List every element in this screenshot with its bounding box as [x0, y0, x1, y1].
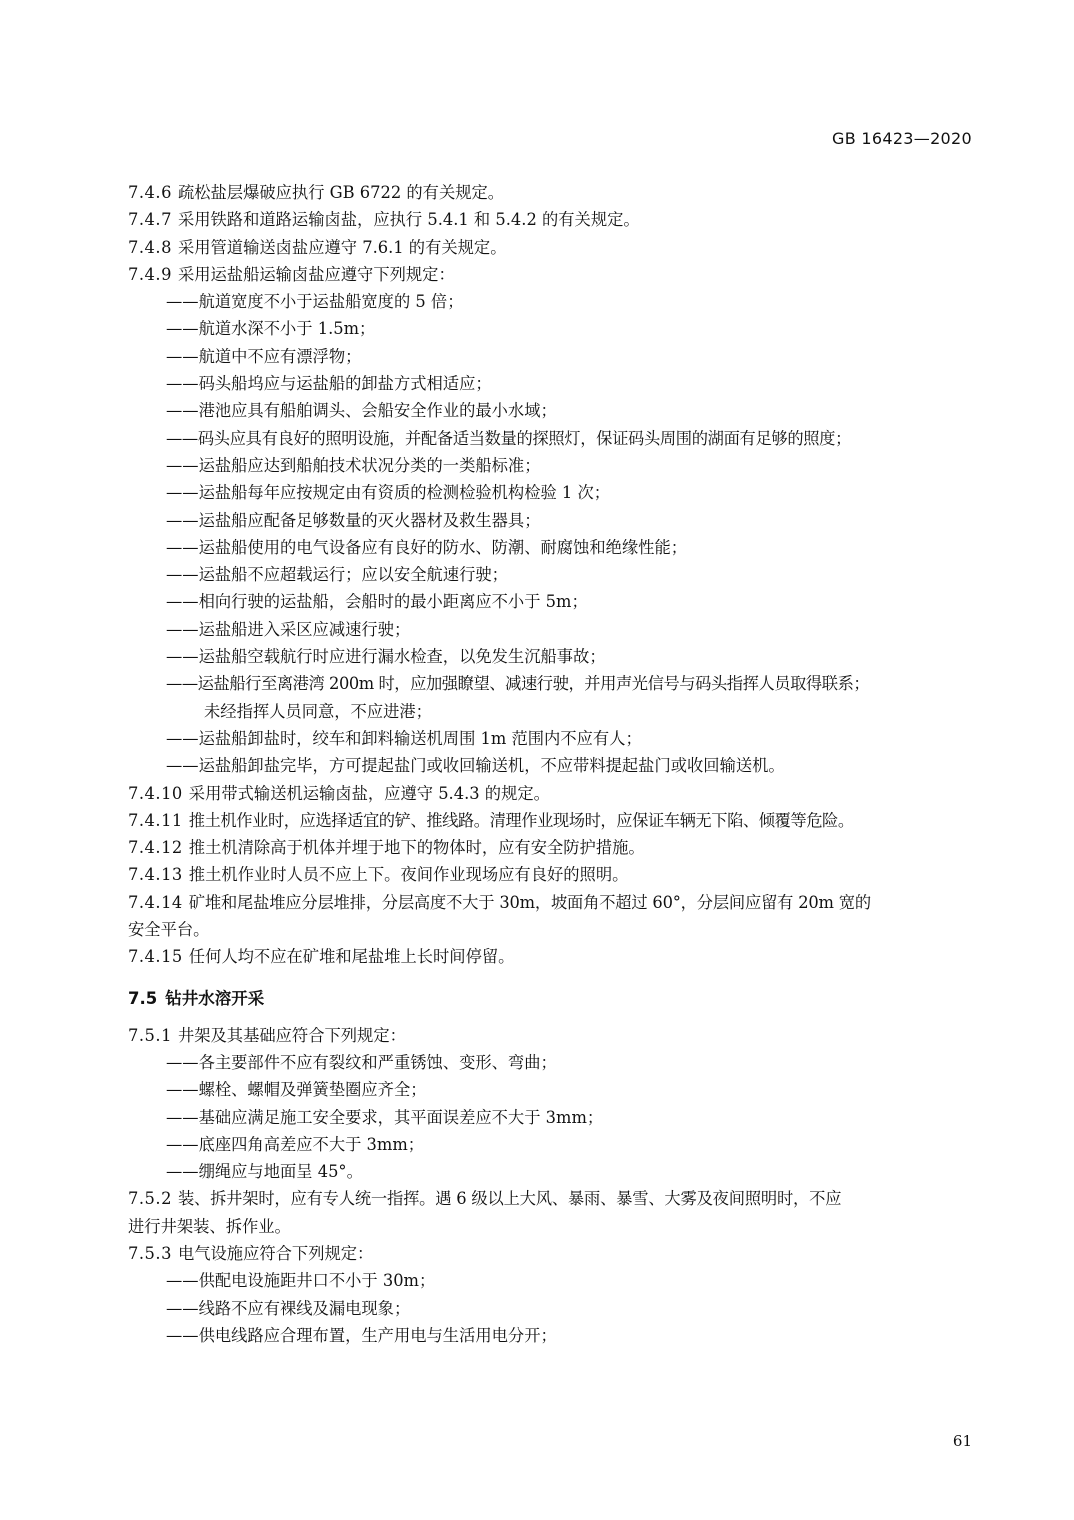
list-item: ——供电线路应合理布置，生产用电与生活用电分开； [166, 1325, 557, 1345]
clause-7-4-14 [128, 889, 974, 916]
clause-number: 7.4.10 [128, 783, 183, 803]
clause-number: 7.5.3 [128, 1243, 172, 1263]
clause-7-5-3 [128, 1240, 974, 1267]
clause-number: 7.4.6 [128, 183, 172, 202]
clause-number: 7.4.11 [128, 810, 183, 830]
clause-continuation: 进行井架装、拆作业。 [128, 1216, 291, 1236]
section-title: 钻井水溶开采 [165, 988, 265, 1008]
list-item: ——航道水深不小于 1.5m； [166, 319, 376, 339]
clause-number: 7.4.7 [128, 210, 172, 230]
clause-number: 7.4.13 [128, 865, 183, 885]
list-item: ——相向行驶的运盐船，会船时的最小距离应不小于 5m； [166, 592, 588, 612]
list-item: ——运盐船卸盐时，绞车和卸料输送机周围 1m 范围内不应有人； [166, 728, 642, 748]
section-number: 7.5 [128, 988, 158, 1008]
clause-text: 电气设施应符合下列规定： [177, 1243, 374, 1263]
page-number: 61 [952, 1432, 972, 1450]
clause-text: 采用铁路和道路运输卤盐，应执行 5.4.1 和 5.4.2 的有关规定。 [177, 210, 640, 230]
list-item: ——码头船坞应与运盐船的卸盐方式相适应； [166, 374, 492, 394]
clause-text: 装、拆井架时，应有专人统一指挥。遇 6 级以上大风、暴雨、暴雪、大雾及夜间照明时，不应 [177, 1189, 842, 1209]
clause-number: 7.4.14 [128, 892, 183, 912]
clause-number: 7.4.12 [128, 838, 183, 858]
list-item: ——螺栓、螺帽及弹簧垫圈应齐全； [166, 1080, 427, 1100]
clause-text: 推土机作业时人员不应上下。夜间作业现场应有良好的照明。 [188, 865, 629, 885]
list-item: ——港池应具有船舶调头、会船安全作业的最小水域； [166, 401, 557, 421]
clause-text: 任何人均不应在矿堆和尾盐堆上长时间停留。 [188, 947, 515, 967]
clause-7-4-8 [128, 234, 974, 261]
clause-text: 井架及其基础应符合下列规定： [177, 1025, 406, 1045]
clause-7-4-10 [128, 780, 974, 807]
list-item: ——航道中不应有漂浮物； [166, 346, 362, 366]
clause-number: 7.5.1 [128, 1025, 172, 1045]
section-heading-7-5 [128, 981, 974, 1017]
clause-number: 7.4.15 [128, 947, 183, 967]
clause-number: 7.4.9 [128, 264, 172, 284]
list-item: ——底座四角高差应不大于 3mm； [166, 1134, 425, 1154]
list-item: ——运盐船空载航行时应进行漏水检查，以免发生沉船事故； [166, 647, 606, 667]
list-item: ——运盐船应配备足够数量的灭火器材及救生器具； [166, 510, 541, 530]
clause-7-4-15 [128, 943, 974, 970]
list-item: ——绷绳应与地面呈 45°。 [166, 1162, 363, 1182]
list-item: ——运盐船行至离港湾 200m 时，应加强瞭望、减速行驶，并用声光信号与码头指挥人员取得联系； [166, 674, 870, 694]
clause-text: 采用带式输送机运输卤盐，应遵守 5.4.3 的规定。 [188, 783, 550, 803]
list-item: ——各主要部件不应有裂纹和严重锈蚀、变形、弯曲； [166, 1052, 557, 1072]
clause-7-5-1 [128, 1022, 974, 1049]
list-item: ——运盐船进入采区应减速行驶； [166, 619, 411, 639]
clause-text: 疏松盐层爆破应执行 GB 6722 的有关规定。 [177, 183, 505, 202]
list-item: ——运盐船应达到船舶技术状况分类的一类船标准； [166, 455, 541, 475]
clause-text: 推土机清除高于机体并埋于地下的物体时，应有安全防护措施。 [188, 838, 645, 858]
list-item: ——供配电设施距井口不小于 30m； [166, 1271, 436, 1291]
list-item-continuation: 未经指挥人员同意，不应进港； [204, 701, 432, 721]
clause-7-4-9 [128, 261, 974, 288]
clause-text: 推土机作业时，应选择适宜的铲、推线路。清理作业现场时，应保证车辆无下陷、倾覆等危险。 [188, 810, 854, 830]
list-item: ——运盐船每年应按规定由有资质的检测检验机构检验 1 次； [166, 483, 611, 503]
clause-number: 7.4.8 [128, 237, 172, 257]
clause-continuation: 安全平台。 [128, 920, 210, 940]
clause-7-4-13 [128, 861, 974, 888]
clause-text: 采用管道输送卤盐应遵守 7.6.1 的有关规定。 [177, 237, 507, 257]
clause-7-4-11 [128, 807, 974, 834]
clause-number: 7.5.2 [128, 1189, 172, 1209]
list-item: ——航道宽度不小于运盐船宽度的 5 倍； [166, 292, 464, 312]
page-content [128, 179, 974, 1349]
clause-7-4-7 [128, 206, 974, 233]
clause-7-4-6 [128, 179, 974, 206]
clause-7-5-2 [128, 1185, 974, 1212]
list-item: ——基础应满足施工安全要求，其平面误差应不大于 3mm； [166, 1107, 604, 1127]
list-item: ——码头应具有良好的照明设施，并配备适当数量的探照灯，保证码头周围的湖面有足够的照度； [166, 428, 852, 448]
list-item: ——运盐船不应超载运行；应以安全航速行驶； [166, 565, 508, 585]
list-item: ——运盐船卸盐完毕，方可提起盐门或收回输送机，不应带料提起盐门或收回输送机。 [166, 756, 785, 776]
clause-7-4-12 [128, 834, 974, 861]
clause-text: 矿堆和尾盐堆应分层堆排，分层高度不大于 30m，坡面角不超过 60°，分层间应留有 20m 宽的 [188, 892, 871, 912]
list-item: ——线路不应有裸线及漏电现象； [166, 1298, 411, 1318]
list-item: ——运盐船使用的电气设备应有良好的防水、防潮、耐腐蚀和绝缘性能； [166, 537, 688, 557]
clause-text: 采用运盐船运输卤盐应遵守下列规定： [177, 264, 455, 284]
document-code: GB 16423—2020 [832, 129, 972, 148]
